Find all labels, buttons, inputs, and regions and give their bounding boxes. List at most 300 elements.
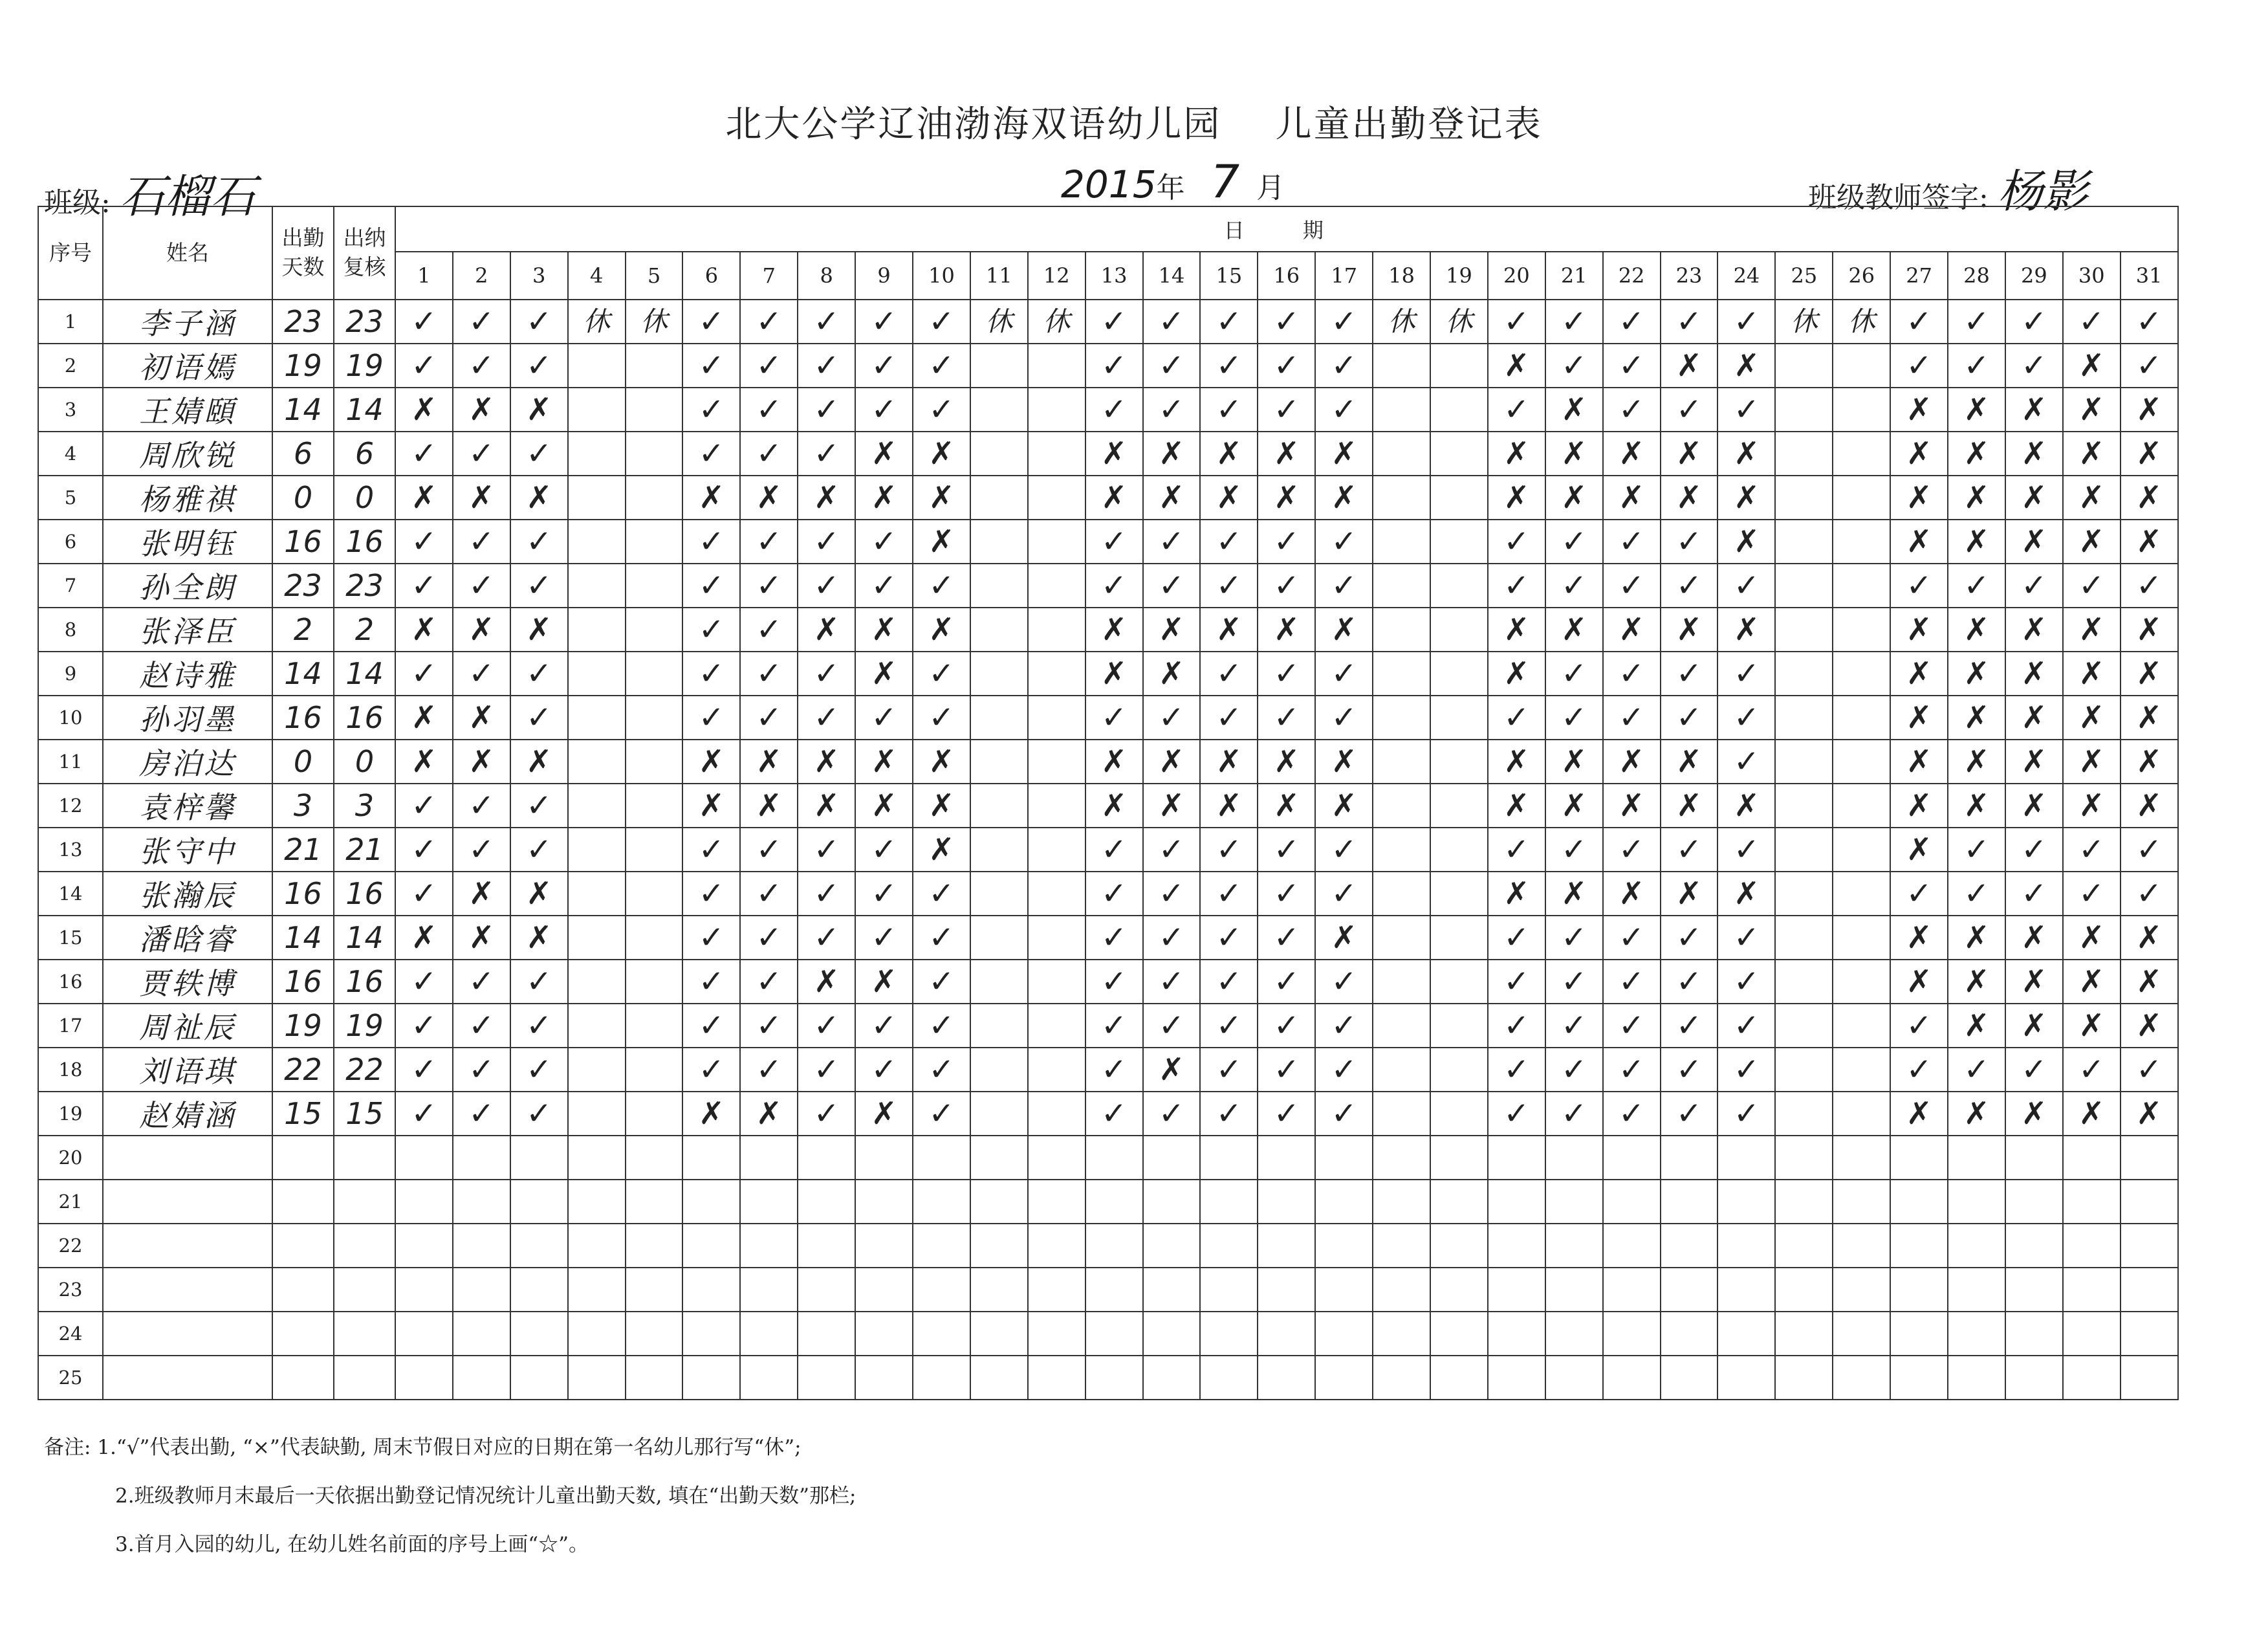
absent-mark: ✗ — [1948, 520, 2005, 564]
present-mark: ✓ — [1717, 696, 1775, 740]
empty-cell — [1890, 1136, 1948, 1180]
empty-cell — [1373, 740, 1430, 784]
empty-cell — [740, 1180, 798, 1224]
empty-cell — [568, 476, 626, 520]
day-number: 18 — [1373, 252, 1430, 300]
row-name: 张明钰 — [103, 520, 272, 564]
empty-cell — [1488, 1312, 1545, 1356]
absent-mark: ✗ — [1717, 872, 1775, 916]
present-mark: ✓ — [1315, 1048, 1373, 1092]
absent-mark: ✗ — [855, 608, 913, 652]
present-mark: ✓ — [1315, 652, 1373, 696]
empty-cell — [1028, 1092, 1085, 1136]
empty-cell — [1661, 1268, 1718, 1312]
empty-cell — [1373, 388, 1430, 432]
absent-mark: ✗ — [1200, 784, 1258, 828]
present-mark: ✓ — [798, 300, 855, 344]
present-mark: ✓ — [1200, 1092, 1258, 1136]
empty-cell — [682, 1136, 740, 1180]
present-mark: ✓ — [1315, 300, 1373, 344]
empty-cell — [510, 1136, 568, 1180]
row-review: 14 — [334, 916, 395, 960]
empty-cell — [510, 1356, 568, 1400]
absent-mark: ✗ — [1488, 652, 1545, 696]
present-mark: ✓ — [1545, 344, 1603, 388]
present-mark: ✓ — [798, 432, 855, 476]
present-mark: ✓ — [1085, 828, 1143, 872]
day-number: 28 — [1948, 252, 2005, 300]
empty-cell — [1028, 476, 1085, 520]
absent-mark: ✗ — [2005, 476, 2063, 520]
absent-mark: ✗ — [740, 476, 798, 520]
empty-cell — [1661, 1312, 1718, 1356]
table-row — [38, 476, 2178, 520]
absent-mark: ✗ — [395, 608, 453, 652]
absent-mark: ✗ — [682, 784, 740, 828]
empty-cell — [1373, 872, 1430, 916]
row-name: 张守中 — [103, 828, 272, 872]
present-mark: ✓ — [453, 784, 510, 828]
absent-mark: ✗ — [2063, 388, 2121, 432]
empty-cell — [568, 1356, 626, 1400]
empty-cell — [1028, 564, 1085, 608]
empty-cell — [626, 608, 683, 652]
absent-mark: ✗ — [1545, 476, 1603, 520]
empty-cell — [1028, 784, 1085, 828]
absent-mark: ✗ — [740, 1092, 798, 1136]
empty-cell — [2005, 1224, 2063, 1268]
present-mark: ✓ — [510, 344, 568, 388]
day-number: 20 — [1488, 252, 1545, 300]
empty-cell — [2121, 1312, 2178, 1356]
present-mark: ✓ — [1085, 960, 1143, 1004]
present-mark: ✓ — [1085, 1004, 1143, 1048]
present-mark: ✓ — [682, 696, 740, 740]
empty-cell — [1775, 520, 1833, 564]
empty-cell — [626, 740, 683, 784]
absent-mark: ✗ — [1143, 432, 1201, 476]
present-mark: ✓ — [1488, 520, 1545, 564]
empty-cell — [1833, 1136, 1890, 1180]
empty-cell — [1545, 1136, 1603, 1180]
table-row — [38, 564, 2178, 608]
row-attendance-days: 14 — [272, 388, 334, 432]
present-mark: ✓ — [1545, 1092, 1603, 1136]
empty-cell — [626, 476, 683, 520]
empty-cell — [798, 1356, 855, 1400]
empty-cell — [1430, 388, 1488, 432]
present-mark: ✓ — [1717, 652, 1775, 696]
present-mark: ✓ — [1603, 344, 1661, 388]
rest-mark: 休 — [626, 300, 683, 344]
present-mark: ✓ — [395, 520, 453, 564]
row-review: 14 — [334, 388, 395, 432]
present-mark: ✓ — [1717, 388, 1775, 432]
empty-cell — [1603, 1224, 1661, 1268]
absent-mark: ✗ — [913, 740, 970, 784]
table-row — [38, 916, 2178, 960]
empty-cell — [1028, 740, 1085, 784]
present-mark: ✓ — [682, 344, 740, 388]
present-mark: ✓ — [1948, 872, 2005, 916]
present-mark: ✓ — [798, 696, 855, 740]
empty-cell — [626, 1092, 683, 1136]
empty-cell — [568, 564, 626, 608]
empty-cell — [1890, 1356, 1948, 1400]
row-review — [334, 1268, 395, 1312]
present-mark: ✓ — [1717, 1004, 1775, 1048]
present-mark: ✓ — [740, 1048, 798, 1092]
present-mark: ✓ — [1545, 652, 1603, 696]
empty-cell — [1373, 1092, 1430, 1136]
empty-cell — [1775, 344, 1833, 388]
absent-mark: ✗ — [453, 696, 510, 740]
absent-mark: ✗ — [913, 608, 970, 652]
absent-mark: ✗ — [1717, 784, 1775, 828]
row-review — [334, 1180, 395, 1224]
empty-cell — [626, 828, 683, 872]
empty-cell — [1258, 1312, 1315, 1356]
present-mark: ✓ — [682, 388, 740, 432]
present-mark: ✓ — [1488, 300, 1545, 344]
header-attendance-days: 出勤天数 — [272, 206, 334, 300]
absent-mark: ✗ — [2121, 388, 2178, 432]
empty-cell — [855, 1268, 913, 1312]
empty-cell — [1545, 1180, 1603, 1224]
row-name: 周祉辰 — [103, 1004, 272, 1048]
present-mark: ✓ — [1258, 344, 1315, 388]
absent-mark: ✗ — [855, 740, 913, 784]
day-number: 4 — [568, 252, 626, 300]
present-mark: ✓ — [1661, 828, 1718, 872]
row-name: 潘晗睿 — [103, 916, 272, 960]
empty-cell — [1373, 828, 1430, 872]
present-mark: ✓ — [1315, 1092, 1373, 1136]
absent-mark: ✗ — [1948, 652, 2005, 696]
present-mark: ✓ — [1200, 1004, 1258, 1048]
absent-mark: ✗ — [2121, 916, 2178, 960]
empty-cell — [1545, 1268, 1603, 1312]
row-attendance-days: 14 — [272, 916, 334, 960]
row-name — [103, 1180, 272, 1224]
row-seq: 11 — [38, 740, 103, 784]
table-row — [38, 784, 2178, 828]
present-mark: ✓ — [1200, 916, 1258, 960]
absent-mark: ✗ — [2121, 608, 2178, 652]
empty-cell — [970, 1268, 1028, 1312]
empty-cell — [1315, 1180, 1373, 1224]
empty-cell — [1430, 1048, 1488, 1092]
present-mark: ✓ — [798, 564, 855, 608]
notes-section — [44, 1424, 856, 1569]
row-seq: 3 — [38, 388, 103, 432]
present-mark: ✓ — [1200, 872, 1258, 916]
empty-cell — [1430, 1180, 1488, 1224]
absent-mark: ✗ — [1661, 476, 1718, 520]
empty-cell — [1430, 784, 1488, 828]
empty-cell — [1948, 1356, 2005, 1400]
present-mark: ✓ — [1661, 388, 1718, 432]
row-name: 袁梓馨 — [103, 784, 272, 828]
present-mark: ✓ — [1488, 388, 1545, 432]
row-attendance-days: 0 — [272, 476, 334, 520]
present-mark: ✓ — [740, 1004, 798, 1048]
empty-cell — [1833, 872, 1890, 916]
empty-cell — [1028, 960, 1085, 1004]
present-mark: ✓ — [510, 300, 568, 344]
row-attendance-days: 16 — [272, 872, 334, 916]
note-3: 3.首月入园的幼儿, 在幼儿姓名前面的序号上画“☆”。 — [115, 1533, 589, 1556]
present-mark: ✓ — [682, 916, 740, 960]
present-mark: ✓ — [740, 564, 798, 608]
day-number: 29 — [2005, 252, 2063, 300]
present-mark: ✓ — [1085, 344, 1143, 388]
row-review: 14 — [334, 652, 395, 696]
present-mark: ✓ — [1143, 828, 1201, 872]
absent-mark: ✗ — [2063, 916, 2121, 960]
present-mark: ✓ — [1488, 696, 1545, 740]
empty-cell — [453, 1136, 510, 1180]
present-mark: ✓ — [1085, 916, 1143, 960]
empty-cell — [1833, 476, 1890, 520]
empty-cell — [1775, 916, 1833, 960]
row-seq: 24 — [38, 1312, 103, 1356]
absent-mark: ✗ — [2005, 608, 2063, 652]
absent-mark: ✗ — [1488, 476, 1545, 520]
empty-cell — [1430, 608, 1488, 652]
empty-cell — [1028, 1312, 1085, 1356]
row-review: 6 — [334, 432, 395, 476]
empty-cell — [970, 828, 1028, 872]
row-attendance-days: 22 — [272, 1048, 334, 1092]
absent-mark: ✗ — [1603, 872, 1661, 916]
empty-cell — [970, 1312, 1028, 1356]
present-mark: ✓ — [2005, 828, 2063, 872]
present-mark: ✓ — [855, 388, 913, 432]
absent-mark: ✗ — [855, 784, 913, 828]
present-mark: ✓ — [1890, 344, 1948, 388]
present-mark: ✓ — [682, 1048, 740, 1092]
present-mark: ✓ — [1661, 1092, 1718, 1136]
absent-mark: ✗ — [2121, 1092, 2178, 1136]
empty-cell — [1833, 960, 1890, 1004]
present-mark: ✓ — [1603, 828, 1661, 872]
absent-mark: ✗ — [453, 608, 510, 652]
present-mark: ✓ — [1258, 916, 1315, 960]
empty-cell — [1430, 740, 1488, 784]
present-mark: ✓ — [1717, 916, 1775, 960]
empty-cell — [1430, 432, 1488, 476]
rest-mark: 休 — [1833, 300, 1890, 344]
day-number: 1 — [395, 252, 453, 300]
absent-mark: ✗ — [1603, 784, 1661, 828]
empty-cell — [970, 1180, 1028, 1224]
empty-cell — [1430, 828, 1488, 872]
row-review: 0 — [334, 476, 395, 520]
empty-cell — [855, 1136, 913, 1180]
note-2: 2.班级教师月末最后一天依据出勤登记情况统计儿童出勤天数, 填在“出勤天数”那栏; — [115, 1484, 856, 1508]
header-date: 日 期 — [395, 206, 2178, 252]
empty-cell — [2005, 1356, 2063, 1400]
absent-mark: ✗ — [2005, 388, 2063, 432]
present-mark: ✓ — [453, 960, 510, 1004]
empty-cell — [1028, 388, 1085, 432]
absent-mark: ✗ — [1890, 652, 1948, 696]
present-mark: ✓ — [798, 344, 855, 388]
empty-cell — [626, 1356, 683, 1400]
day-number: 24 — [1717, 252, 1775, 300]
absent-mark: ✗ — [1085, 608, 1143, 652]
empty-cell — [1028, 916, 1085, 960]
empty-cell — [970, 784, 1028, 828]
rest-mark: 休 — [1373, 300, 1430, 344]
row-review — [334, 1312, 395, 1356]
present-mark: ✓ — [1488, 1004, 1545, 1048]
present-mark: ✓ — [453, 564, 510, 608]
empty-cell — [1775, 1092, 1833, 1136]
date-field — [1061, 155, 1285, 208]
row-name: 赵婧涵 — [103, 1092, 272, 1136]
table-row — [38, 872, 2178, 916]
table-row — [38, 1268, 2178, 1312]
present-mark: ✓ — [510, 520, 568, 564]
present-mark: ✓ — [1545, 1048, 1603, 1092]
present-mark: ✓ — [1603, 564, 1661, 608]
row-seq: 5 — [38, 476, 103, 520]
absent-mark: ✗ — [395, 476, 453, 520]
absent-mark: ✗ — [798, 608, 855, 652]
empty-cell — [1258, 1224, 1315, 1268]
absent-mark: ✗ — [1315, 476, 1373, 520]
absent-mark: ✗ — [1545, 432, 1603, 476]
empty-cell — [1028, 1004, 1085, 1048]
empty-cell — [798, 1180, 855, 1224]
absent-mark: ✗ — [2121, 432, 2178, 476]
row-name: 刘语琪 — [103, 1048, 272, 1092]
present-mark: ✓ — [510, 1092, 568, 1136]
present-mark: ✓ — [1143, 960, 1201, 1004]
day-number: 19 — [1430, 252, 1488, 300]
row-review: 22 — [334, 1048, 395, 1092]
empty-cell — [1833, 1180, 1890, 1224]
empty-cell — [510, 1180, 568, 1224]
empty-cell — [1373, 696, 1430, 740]
empty-cell — [1775, 1224, 1833, 1268]
row-review: 16 — [334, 520, 395, 564]
empty-cell — [1028, 1180, 1085, 1224]
present-mark: ✓ — [855, 696, 913, 740]
present-mark: ✓ — [1545, 828, 1603, 872]
present-mark: ✓ — [1488, 1092, 1545, 1136]
absent-mark: ✗ — [1661, 784, 1718, 828]
empty-cell — [568, 344, 626, 388]
present-mark: ✓ — [855, 916, 913, 960]
absent-mark: ✗ — [2063, 344, 2121, 388]
row-seq: 1 — [38, 300, 103, 344]
row-review: 21 — [334, 828, 395, 872]
row-name: 孙羽墨 — [103, 696, 272, 740]
empty-cell — [1315, 1268, 1373, 1312]
present-mark: ✓ — [2121, 300, 2178, 344]
empty-cell — [1890, 1268, 1948, 1312]
row-review: 19 — [334, 1004, 395, 1048]
present-mark: ✓ — [1258, 872, 1315, 916]
present-mark: ✓ — [1545, 1004, 1603, 1048]
absent-mark: ✗ — [1488, 432, 1545, 476]
empty-cell — [395, 1268, 453, 1312]
absent-mark: ✗ — [1890, 784, 1948, 828]
present-mark: ✓ — [395, 652, 453, 696]
present-mark: ✓ — [1085, 564, 1143, 608]
empty-cell — [626, 696, 683, 740]
row-name: 贾轶博 — [103, 960, 272, 1004]
present-mark: ✓ — [395, 1004, 453, 1048]
present-mark: ✓ — [453, 828, 510, 872]
row-review — [334, 1356, 395, 1400]
present-mark: ✓ — [510, 828, 568, 872]
empty-cell — [1430, 652, 1488, 696]
empty-cell — [1373, 784, 1430, 828]
header-review: 出纳复核 — [334, 206, 395, 300]
absent-mark: ✗ — [2121, 696, 2178, 740]
present-mark: ✓ — [1545, 300, 1603, 344]
present-mark: ✓ — [1545, 916, 1603, 960]
empty-cell — [1775, 1268, 1833, 1312]
present-mark: ✓ — [510, 1004, 568, 1048]
row-seq: 13 — [38, 828, 103, 872]
empty-cell — [1028, 344, 1085, 388]
present-mark: ✓ — [1717, 1048, 1775, 1092]
row-seq: 6 — [38, 520, 103, 564]
absent-mark: ✗ — [2121, 476, 2178, 520]
empty-cell — [1028, 652, 1085, 696]
empty-cell — [970, 652, 1028, 696]
empty-cell — [1143, 1312, 1201, 1356]
day-number: 10 — [913, 252, 970, 300]
present-mark: ✓ — [740, 432, 798, 476]
empty-cell — [1028, 872, 1085, 916]
absent-mark: ✗ — [798, 476, 855, 520]
empty-cell — [1028, 608, 1085, 652]
absent-mark: ✗ — [1890, 960, 1948, 1004]
present-mark: ✓ — [1143, 916, 1201, 960]
empty-cell — [1200, 1356, 1258, 1400]
row-attendance-days — [272, 1312, 334, 1356]
table-row — [38, 1312, 2178, 1356]
empty-cell — [798, 1312, 855, 1356]
present-mark: ✓ — [682, 300, 740, 344]
present-mark: ✓ — [1085, 1092, 1143, 1136]
empty-cell — [626, 1224, 683, 1268]
empty-cell — [1430, 476, 1488, 520]
table-row — [38, 1224, 2178, 1268]
row-attendance-days: 19 — [272, 1004, 334, 1048]
absent-mark: ✗ — [1488, 608, 1545, 652]
present-mark: ✓ — [2005, 1048, 2063, 1092]
empty-cell — [1603, 1268, 1661, 1312]
empty-cell — [1833, 344, 1890, 388]
present-mark: ✓ — [395, 1048, 453, 1092]
absent-mark: ✗ — [1948, 916, 2005, 960]
empty-cell — [568, 1136, 626, 1180]
empty-cell — [1315, 1224, 1373, 1268]
rest-mark: 休 — [1775, 300, 1833, 344]
absent-mark: ✗ — [2063, 1004, 2121, 1048]
empty-cell — [1200, 1136, 1258, 1180]
present-mark: ✓ — [1200, 960, 1258, 1004]
absent-mark: ✗ — [682, 740, 740, 784]
table-row — [38, 1180, 2178, 1224]
